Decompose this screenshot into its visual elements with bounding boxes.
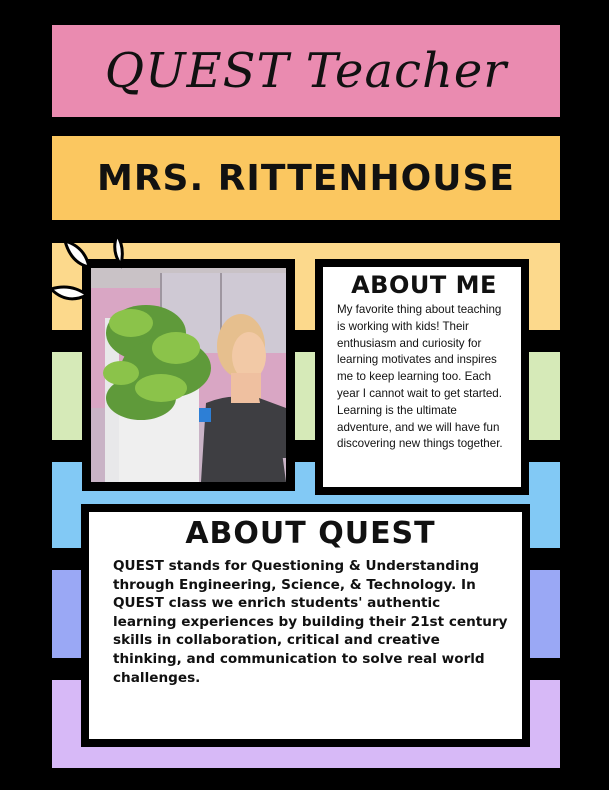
about-me-inner [323, 267, 521, 487]
teacher-name: MRS. RITTENHOUSE [97, 157, 515, 199]
about-quest-text: QUEST stands for Questioning & Understanding through Engineering, Science, & Technology. In QUEST class we enrich students' authentic learning experiences by building their 21st century skills in collaboration, critical and creative thinking, and communication to solve real world challenges. [113, 558, 508, 686]
name-banner [52, 136, 560, 220]
splash-accent-icon [45, 233, 135, 313]
about-me-card [315, 259, 529, 495]
about-quest-card [81, 504, 530, 747]
about-me-text: My favorite thing about teaching is working with kids! Their enthusiasm and curiosity for learning motivates and inspires me to keep learning too. Each year I cannot wait to get started. Learning is the ultimate adventure, and we will have fun discovering new things together. [337, 303, 503, 451]
about-quest-inner [89, 512, 522, 739]
page-title: QUEST Teacher [104, 43, 508, 99]
about-quest-heading: ABOUT QUEST [185, 516, 436, 551]
about-me-heading: ABOUT ME [351, 271, 497, 299]
title-banner [52, 25, 560, 117]
